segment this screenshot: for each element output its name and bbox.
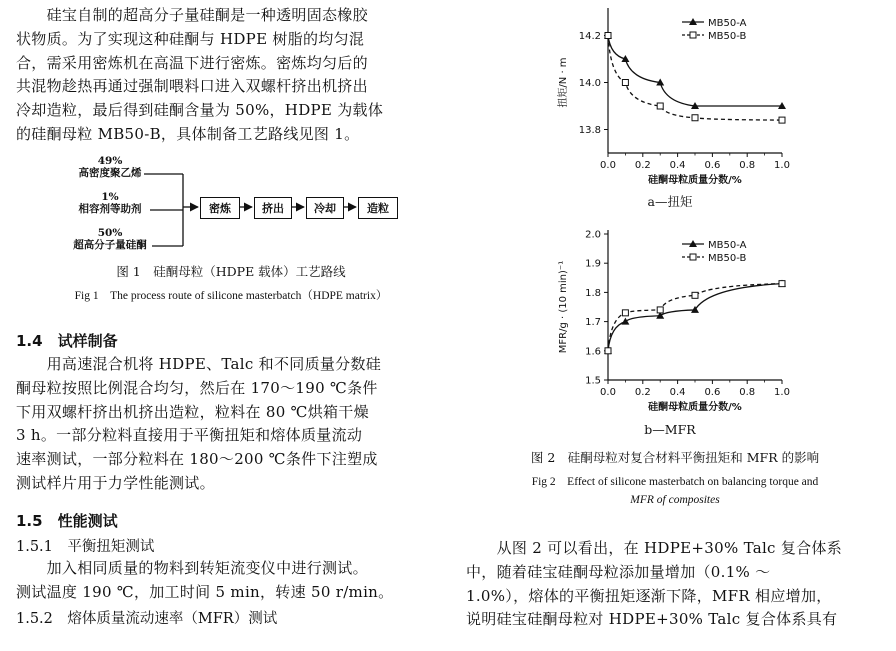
- fig2-caption-en-line2: MFR of composites: [630, 494, 720, 506]
- text-line: 从图 2 可以看出，在 HDPE+30% Talc 复合体系: [466, 539, 843, 557]
- x-tick-label: 0.0: [600, 387, 616, 398]
- x-tick-label: 0.2: [634, 160, 651, 171]
- flow-step-mixing: 密炼: [200, 197, 240, 219]
- x-tick-label: 0.4: [669, 387, 686, 398]
- text-line: 中，随着硅宝硅酮母粒添加量增加（0.1% ～: [466, 562, 771, 581]
- x-tick-label: 0.8: [739, 160, 756, 171]
- text-line: 测试温度 190 ℃，加工时间 5 min，转速 50 r/min。: [16, 582, 394, 601]
- data-point-triangle: [621, 318, 629, 325]
- fig2-caption-cn: 图 2 硅酮母粒对复合材料平衡扭矩和 MFR 的影响: [530, 450, 820, 465]
- legend-marker-square: [690, 32, 696, 38]
- input-name: 相容剂等助剂: [78, 203, 142, 215]
- text-line: 酮母粒按照比例混合均匀，然后在 170～190 ℃条件: [16, 378, 378, 397]
- y-tick-label: 1.9: [585, 258, 601, 270]
- fig1-caption-cn: 图 1 硅酮母粒（HDPE 载体）工艺路线: [116, 264, 346, 279]
- input-percent: 50%: [97, 227, 123, 239]
- input-name: 高密度聚乙烯: [78, 167, 142, 179]
- fig1-caption-en: Fig 1 The process route of silicone masterbatch（HDPE matrix）: [74, 290, 388, 302]
- text-line: 1.0%），熔体的平衡扭矩逐渐下降，MFR 相应增加，: [466, 586, 832, 605]
- x-axis-label: 硅酮母粒质量分数/%: [648, 402, 742, 413]
- x-tick-label: 0.8: [739, 387, 756, 398]
- data-point-square: [622, 310, 628, 316]
- data-point-square: [779, 281, 785, 287]
- x-tick-label: 1.0: [774, 387, 790, 398]
- data-point-square: [605, 33, 611, 39]
- x-axis-label: 硅酮母粒质量分数/%: [648, 175, 742, 186]
- result-paragraph: [466, 537, 886, 632]
- flow-step-cooling: 冷却: [306, 197, 344, 219]
- text-line: 共混物趁热再通过强制喂料口进入双螺杆挤出机挤出: [16, 77, 368, 96]
- torque-paragraph: [16, 557, 446, 605]
- x-tick-label: 1.0: [774, 160, 790, 171]
- fig2a-subcaption: a—扭矩: [647, 194, 693, 209]
- text-line: 的硅酮母粒 MB50-B，具体制备工艺路线见图 1。: [16, 124, 360, 143]
- torque-chart: [520, 0, 820, 192]
- legend-label: MB50-A: [708, 240, 747, 251]
- data-point-square: [657, 307, 663, 313]
- legend-marker-square: [690, 254, 696, 260]
- data-point-square: [779, 117, 785, 123]
- y-tick-label: 14.2: [578, 31, 601, 42]
- input-name: 超高分子量硅酮: [73, 239, 147, 251]
- legend-label: MB50-B: [708, 253, 747, 264]
- section-heading-1-5-2: 1.5.2 熔体质量流动速率（MFR）测试: [16, 611, 278, 627]
- text-line: 用高速混合机将 HDPE、Talc 和不同质量分数硅: [16, 355, 382, 373]
- prep-paragraph: [16, 353, 446, 496]
- intro-paragraph: [16, 4, 446, 147]
- text-line: 下用双螺杆挤出机挤出造粒，粒料在 80 ℃烘箱干燥: [16, 402, 369, 421]
- input-percent: 1%: [101, 191, 119, 203]
- text-line: 合，需采用密炼机在高温下进行密炼。密炼均匀后的: [16, 53, 368, 72]
- series-line-mb50-a: [608, 36, 782, 107]
- text-line: 状物质。为了实现这种硅酮与 HDPE 树脂的均匀混: [16, 29, 365, 48]
- process-flow-diagram: [40, 155, 440, 255]
- section-heading-1-5: 1.5 性能测试: [16, 512, 118, 530]
- x-tick-label: 0.0: [600, 160, 616, 171]
- legend-label: MB50-A: [708, 18, 747, 29]
- text-line: 3 h。一部分粒料直接用于平衡扭矩和熔体质量流动: [16, 426, 363, 445]
- x-tick-label: 0.4: [669, 160, 686, 171]
- y-tick-label: 14.0: [578, 78, 601, 89]
- x-tick-label: 0.6: [704, 160, 721, 171]
- text-line: 硅宝自制的超高分子量硅酮是一种透明固态橡胶: [16, 6, 368, 24]
- text-line: 说明硅宝硅酮母粒对 HDPE+30% Talc 复合体系具有: [466, 610, 838, 629]
- fig2b-subcaption: b—MFR: [644, 422, 696, 437]
- text-line: 加入相同质量的物料到转矩流变仪中进行测试。: [16, 559, 368, 577]
- data-point-square: [622, 80, 628, 86]
- y-tick-label: 1.6: [585, 346, 601, 358]
- y-tick-label: 2.0: [585, 229, 601, 241]
- flow-step-pelletizing: 造粒: [358, 197, 398, 219]
- mfr-chart: [520, 222, 820, 420]
- y-tick-label: 1.5: [585, 375, 601, 387]
- section-heading-1-5-1: 1.5.1 平衡扭矩测试: [16, 539, 155, 555]
- y-axis-label: MFR/g · (10 min)⁻¹: [558, 260, 569, 354]
- data-point-square: [657, 103, 663, 109]
- y-tick-label: 13.8: [578, 125, 601, 136]
- data-point-square: [692, 115, 698, 121]
- y-axis-label: 扭矩/N · m: [558, 57, 569, 108]
- text-line: 速率测试，一部分粒料在 180～200 ℃条件下注塑成: [16, 450, 378, 469]
- data-point-square: [692, 292, 698, 298]
- x-tick-label: 0.2: [634, 387, 651, 398]
- fig2-caption-en-line1: Fig 2 Effect of silicone masterbatch on balancing torque and: [531, 476, 819, 488]
- x-tick-label: 0.6: [704, 387, 721, 398]
- input-percent: 49%: [97, 155, 123, 167]
- flow-step-extrusion: 挤出: [254, 197, 292, 219]
- text-line: 测试样片用于力学性能测试。: [16, 473, 215, 492]
- text-line: 冷却造粒，最后得到硅酮含量为 50%，HDPE 为载体: [16, 101, 384, 120]
- data-point-square: [605, 348, 611, 354]
- legend-label: MB50-B: [708, 31, 747, 42]
- y-tick-label: 1.7: [585, 317, 601, 329]
- y-tick-label: 1.8: [585, 287, 601, 299]
- section-heading-1-4: 1.4 试样制备: [16, 332, 118, 350]
